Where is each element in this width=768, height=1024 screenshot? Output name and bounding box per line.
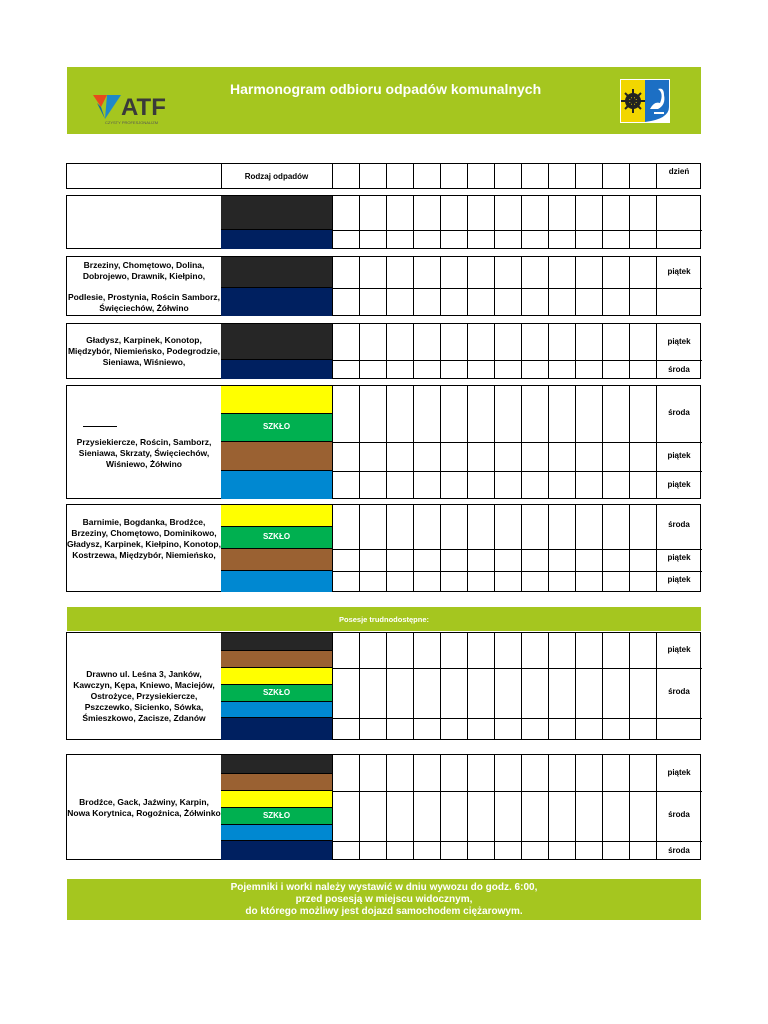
schedule-group-1 <box>66 195 701 249</box>
grid-column-line <box>386 755 387 859</box>
group-5-day-1: środa <box>668 520 690 529</box>
group-4-day-2: piątek <box>667 451 691 460</box>
grid-column-line <box>494 257 495 315</box>
schedule-group-2 <box>66 256 701 316</box>
grid-column-line <box>467 257 468 315</box>
grid-column-line <box>413 257 414 315</box>
footer-line-3: do którego możliwy jest dojazd samochodem ciężarowym. <box>245 906 523 917</box>
grid-column-line <box>548 505 549 591</box>
group-5-day-3: piątek <box>667 575 691 584</box>
group-2-locations-bottom: Podlesie, Prostynia, Rościn Samborz, Święciechów, Żółwino <box>67 292 221 313</box>
grid-column-line <box>494 164 495 188</box>
grid-column-line <box>386 257 387 315</box>
schedule-group-7 <box>66 754 701 860</box>
grid-column-line <box>521 633 522 739</box>
grid-column-line <box>575 324 576 378</box>
swatch-plastic <box>221 386 332 414</box>
grid-column-line <box>440 164 441 188</box>
grid-column-line <box>656 386 657 498</box>
grid-column-line <box>467 196 468 248</box>
group-4-locations: Przysiekiercze, Rościn, Samborz, Sieniawa, Skrzaty, Święciechów, Wiśniewo, Żółwino <box>76 437 212 469</box>
schedule-group-5 <box>66 504 701 592</box>
grid-column-line <box>440 755 441 859</box>
grid-column-line <box>548 386 549 498</box>
grid-column-line <box>602 257 603 315</box>
swatch-plastic <box>221 505 332 527</box>
group-3-day-2: środa <box>668 365 690 374</box>
glass-label: SZKŁO <box>262 688 291 697</box>
day-header: dzień <box>668 167 690 176</box>
group-2-locations-top: Brzeziny, Chomętowo, Dolina, Dobrojewo, Drawnik, Kiełpino, <box>82 260 206 281</box>
grid-column-line <box>332 324 333 378</box>
grid-column-line <box>575 386 576 498</box>
group-7-day-2: środa <box>668 810 690 819</box>
grid-column-line <box>575 257 576 315</box>
grid-column-line <box>332 196 333 248</box>
waste-type-header: Rodzaj odpadów <box>244 172 309 181</box>
grid-column-line <box>440 196 441 248</box>
grid-column-line <box>359 257 360 315</box>
grid-column-line <box>386 505 387 591</box>
grid-column-line <box>656 633 657 739</box>
grid-column-line <box>359 324 360 378</box>
swatch-bio <box>221 230 332 249</box>
grid-column-line <box>494 633 495 739</box>
grid-column-line <box>440 505 441 591</box>
grid-column-line <box>656 505 657 591</box>
swatch-plastic <box>221 668 332 685</box>
grid-column-line <box>359 505 360 591</box>
grid-column-line <box>332 257 333 315</box>
grid-column-line <box>440 257 441 315</box>
swatch-paper <box>221 571 332 592</box>
grid-column-line <box>548 164 549 188</box>
swatch-glass <box>221 685 332 702</box>
grid-column-line <box>602 633 603 739</box>
glass-label: SZKŁO <box>262 532 291 541</box>
grid-column-line <box>656 755 657 859</box>
grid-column-line <box>413 164 414 188</box>
grid-column-line <box>413 633 414 739</box>
grid-column-line <box>359 196 360 248</box>
swatch-mixed <box>221 257 332 288</box>
grid-column-line <box>602 324 603 378</box>
grid-column-line <box>467 633 468 739</box>
swatch-bio-brown <box>221 442 332 471</box>
swatch-bio-brown <box>221 651 332 668</box>
grid-column-line <box>386 633 387 739</box>
grid-column-line <box>602 755 603 859</box>
grid-column-line <box>656 257 657 315</box>
swatch-paper <box>221 825 332 841</box>
coat-of-arms-icon <box>620 79 670 123</box>
grid-column-line <box>629 257 630 315</box>
schedule-group-6 <box>66 632 701 740</box>
group-5-locations: Barnimie, Bogdanka, Brodźce, Brzeziny, Chomętowo, Dominikowo, Gładysz, Karpinek, Kiełpino, Konotop, Kostrzewa, Międzybór, Niemieńsko, <box>67 517 221 560</box>
group-3-locations: Gładysz, Karpinek, Konotop, Międzybór, Niemieńsko, Podegrodzie, Sieniawa, Wiśniewo, <box>67 335 221 367</box>
grid-column-line <box>359 386 360 498</box>
group-6-day-1: piątek <box>667 645 691 654</box>
swatch-plastic <box>221 791 332 808</box>
swatch-mixed <box>221 633 332 651</box>
glass-label: SZKŁO <box>262 422 291 431</box>
grid-column-line <box>494 324 495 378</box>
swatch-bio <box>221 288 332 316</box>
group-7-locations: Brodźce, Gack, Jaźwiny, Karpin, Nowa Korytnica, Rogoźnica, Żółwinko <box>67 797 221 818</box>
group-2-day-1: piątek <box>667 267 691 276</box>
grid-column-line <box>494 196 495 248</box>
swatch-paper <box>221 471 332 499</box>
page-title: Harmonogram odbioru odpadów komunalnych <box>230 81 542 97</box>
grid-column-line <box>656 164 657 188</box>
grid-column-line <box>359 755 360 859</box>
grid-column-line <box>332 505 333 591</box>
grid-column-line <box>602 164 603 188</box>
grid-column-line <box>359 633 360 739</box>
grid-column-line <box>386 386 387 498</box>
section-label: Posesje trudnodostępne: <box>338 615 429 624</box>
grid-column-line <box>602 196 603 248</box>
group-7-day-1: piątek <box>667 768 691 777</box>
logo-text: ATF <box>121 94 166 121</box>
grid-column-line <box>413 324 414 378</box>
swatch-bio <box>221 360 332 379</box>
footer-notice <box>67 879 701 920</box>
grid-column-line <box>629 505 630 591</box>
grid-column-line <box>494 505 495 591</box>
grid-column-line <box>548 755 549 859</box>
grid-column-line <box>359 164 360 188</box>
swatch-paper <box>221 702 332 718</box>
swatch-mixed <box>221 324 332 360</box>
grid-column-line <box>575 755 576 859</box>
logo-tagline: CZYSTY PROFESJONALIZM <box>105 120 159 125</box>
footer-line-1: Pojemniki i worki należy wystawić w dniu wywozu do godz. 6:00, <box>230 882 538 893</box>
grid-column-line <box>386 164 387 188</box>
group-4-day-1: środa <box>668 408 690 417</box>
grid-column-line <box>467 386 468 498</box>
placeholder-line <box>83 426 117 427</box>
swatch-mixed <box>221 196 332 230</box>
grid-column-line <box>629 386 630 498</box>
grid-column-line <box>386 324 387 378</box>
grid-column-line <box>521 386 522 498</box>
grid-column-line <box>575 505 576 591</box>
swatch-glass <box>221 527 332 549</box>
grid-column-line <box>521 196 522 248</box>
atf-logo <box>91 79 201 125</box>
grid-column-line <box>656 196 657 248</box>
grid-column-line <box>629 755 630 859</box>
grid-column-line <box>440 633 441 739</box>
glass-label: SZKŁO <box>262 811 291 820</box>
grid-column-line <box>575 164 576 188</box>
table-header-row <box>66 163 701 189</box>
grid-column-line <box>467 505 468 591</box>
grid-column-line <box>575 633 576 739</box>
grid-column-line <box>467 164 468 188</box>
grid-column-line <box>629 196 630 248</box>
swatch-mixed <box>221 755 332 774</box>
group-3-day-1: piątek <box>667 337 691 346</box>
grid-column-line <box>494 755 495 859</box>
grid-column-line <box>332 755 333 859</box>
grid-column-line <box>521 324 522 378</box>
grid-column-line <box>413 505 414 591</box>
grid-column-line <box>467 324 468 378</box>
grid-column-line <box>521 164 522 188</box>
grid-column-line <box>548 633 549 739</box>
grid-column-line <box>494 386 495 498</box>
group-7-day-3: środa <box>668 846 690 855</box>
swatch-glass <box>221 414 332 442</box>
swatch-bio <box>221 841 332 860</box>
grid-column-line <box>386 196 387 248</box>
grid-column-line <box>629 324 630 378</box>
grid-column-line <box>413 196 414 248</box>
grid-column-line <box>440 386 441 498</box>
swatch-glass <box>221 808 332 825</box>
schedule-group-3 <box>66 323 701 379</box>
grid-column-line <box>548 324 549 378</box>
grid-column-line <box>521 257 522 315</box>
header-banner <box>67 67 701 134</box>
group-5-day-2: piątek <box>667 553 691 562</box>
section-bar <box>67 607 701 631</box>
group-6-day-2: środa <box>668 687 690 696</box>
group-6-locations: Drawno ul. Leśna 3, Janków, Kawczyn, Kępa, Kniewo, Maciejów, Ostrożyce, Przysiekiercze, Pszczewko, Sicienko, Sówka, Śmieszkowo, Zacisze, Zdanów <box>73 669 215 723</box>
grid-column-line <box>575 196 576 248</box>
grid-column-line <box>629 164 630 188</box>
grid-column-line <box>413 755 414 859</box>
group-4-day-3: piątek <box>667 480 691 489</box>
footer-line-2: przed posesją w miejscu widocznym, <box>295 894 473 905</box>
grid-column-line <box>602 505 603 591</box>
grid-column-line <box>629 633 630 739</box>
grid-column-line <box>548 257 549 315</box>
grid-column-line <box>656 324 657 378</box>
grid-column-line <box>413 386 414 498</box>
grid-column-line <box>521 505 522 591</box>
grid-column-line <box>332 164 333 188</box>
grid-column-line <box>332 386 333 498</box>
grid-column-line <box>440 324 441 378</box>
schedule-group-4 <box>66 385 701 499</box>
swatch-bio-brown <box>221 549 332 571</box>
swatch-bio-brown <box>221 774 332 791</box>
grid-column-line <box>467 755 468 859</box>
grid-column-line <box>332 633 333 739</box>
swatch-bio <box>221 718 332 740</box>
grid-column-line <box>521 755 522 859</box>
grid-column-line <box>548 196 549 248</box>
grid-column-line <box>602 386 603 498</box>
